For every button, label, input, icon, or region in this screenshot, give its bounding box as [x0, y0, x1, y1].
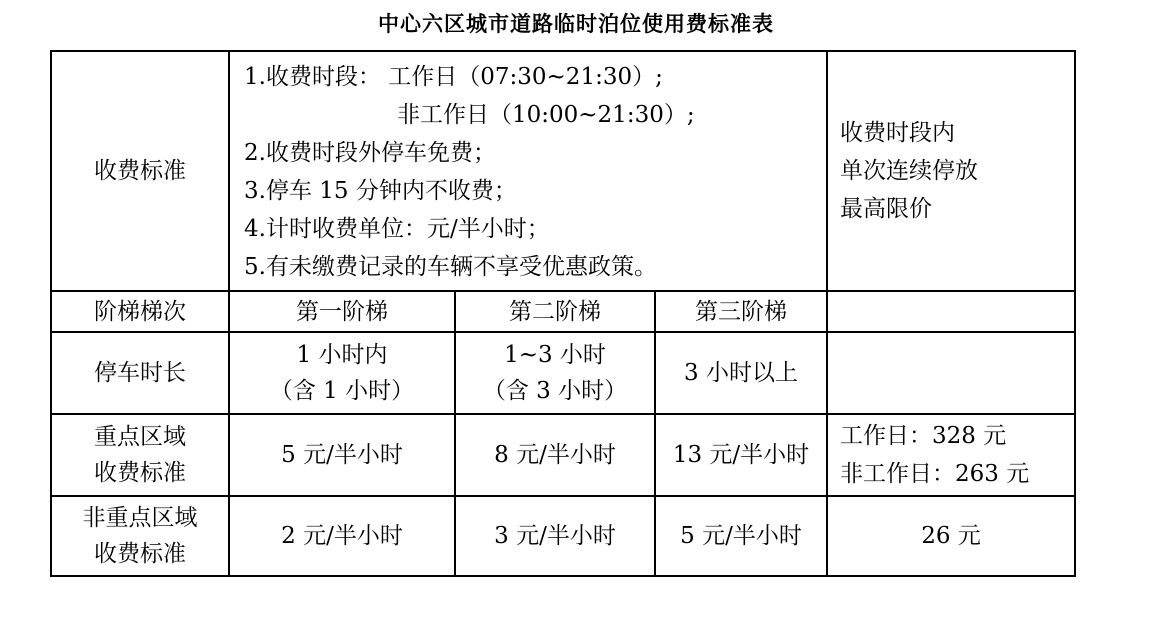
row-label-non-key-area-line-1: 非重点区域	[82, 505, 198, 531]
key-area-tier-2-price: 8 元/半小时	[455, 414, 655, 496]
tier-1-header: 第一阶梯	[229, 291, 455, 332]
table-row-non-key-area	[51, 496, 1075, 576]
non-key-area-max-price: 26 元	[827, 496, 1075, 576]
fee-standard-table	[50, 50, 1076, 577]
table-row-tier	[51, 291, 1075, 332]
row-label-charging-standard: 收费标准	[51, 51, 229, 291]
non-key-area-tier-2-price: 3 元/半小时	[455, 496, 655, 576]
max-price-header-line-2: 单次连续停放	[840, 158, 978, 184]
duration-tier-3: 3 小时以上	[655, 332, 827, 414]
rule-1: 1.收费时段： 工作日（07:30~21:30）;	[244, 64, 663, 90]
tier-2-header: 第二阶梯	[455, 291, 655, 332]
table-row-key-area	[51, 414, 1075, 496]
duration-tier-1-line-2: （含 1 小时）	[269, 378, 415, 404]
non-key-area-tier-3-price: 5 元/半小时	[655, 496, 827, 576]
tier-3-header: 第三阶梯	[655, 291, 827, 332]
row-label-key-area-line-2: 收费标准	[94, 460, 186, 486]
key-area-tier-3-price: 13 元/半小时	[655, 414, 827, 496]
key-area-max-workday: 工作日：328 元	[840, 423, 1007, 449]
table-row-charging-standard	[51, 51, 1075, 291]
row-label-key-area-line-1: 重点区域	[94, 424, 186, 450]
row-label-key-area	[51, 414, 229, 496]
duration-tier-2	[455, 332, 655, 414]
key-area-max-price	[827, 414, 1075, 496]
rule-4: 4.计时收费单位：元/半小时；	[244, 216, 550, 242]
row-label-duration: 停车时长	[51, 332, 229, 414]
charging-rules-cell	[229, 51, 827, 291]
rule-1-continued: 非工作日（10:00~21:30）;	[397, 102, 695, 128]
page-title: 中心六区城市道路临时泊位使用费标准表	[378, 12, 774, 36]
duration-tier-2-line-2: （含 3 小时）	[482, 378, 628, 404]
row-label-tier: 阶梯梯次	[51, 291, 229, 332]
max-price-header-cell	[827, 51, 1075, 291]
row-label-non-key-area	[51, 496, 229, 576]
non-key-area-tier-1-price: 2 元/半小时	[229, 496, 455, 576]
duration-extra-cell	[827, 332, 1075, 414]
rule-2: 2.收费时段外停车免费；	[244, 140, 496, 166]
max-price-header-line-3: 最高限价	[840, 196, 932, 222]
duration-tier-2-line-1: 1~3 小时	[504, 342, 606, 368]
row-label-non-key-area-line-2: 收费标准	[94, 541, 186, 567]
duration-tier-1-line-1: 1 小时内	[296, 342, 388, 368]
key-area-max-nonworkday: 非工作日：263 元	[840, 461, 1030, 487]
rule-3: 3.停车 15 分钟内不收费；	[244, 178, 517, 204]
tier-extra-cell	[827, 291, 1075, 332]
rule-5: 5.有未缴费记录的车辆不享受优惠政策。	[244, 254, 657, 280]
key-area-tier-1-price: 5 元/半小时	[229, 414, 455, 496]
duration-tier-1	[229, 332, 455, 414]
table-row-duration	[51, 332, 1075, 414]
max-price-header-line-1: 收费时段内	[840, 120, 955, 146]
